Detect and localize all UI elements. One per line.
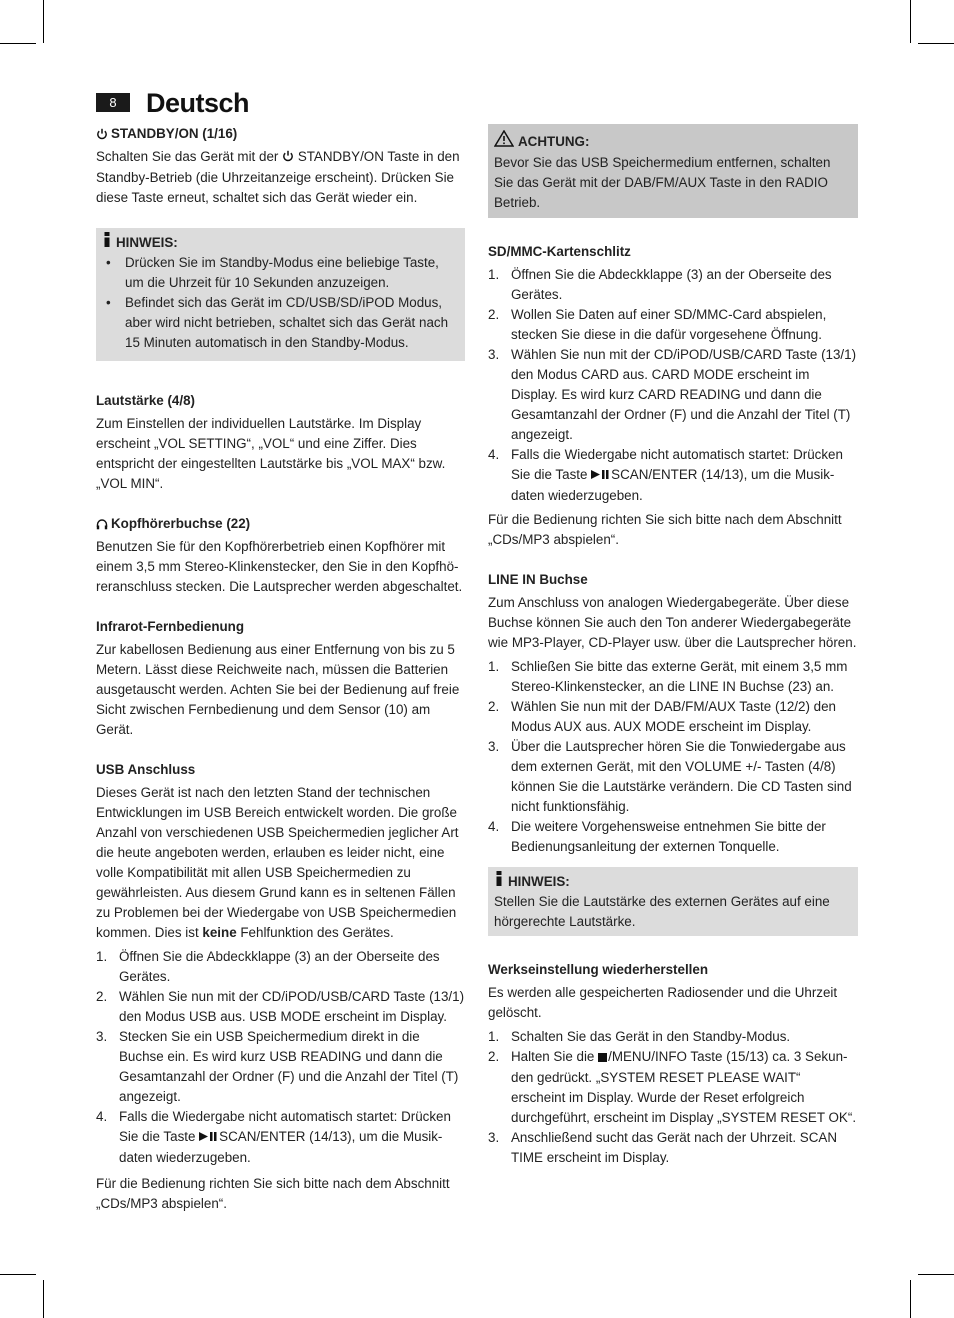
hinweis-list <box>102 253 459 353</box>
standby-paragraph <box>96 147 465 208</box>
crop-mark <box>910 1280 911 1318</box>
achtung-heading <box>494 130 852 153</box>
list-item <box>488 817 858 857</box>
standby-text-b: STANDBY/ON Taste in den Standby-Betrieb (die Uhrzeitanzeige erscheint). Drücken Sie diese Taste erneut, schaltet sich das Gerät wieder ein. <box>96 149 460 205</box>
step-number: 2. <box>488 699 500 714</box>
hinweis-heading <box>102 232 459 253</box>
crop-mark <box>0 1274 36 1275</box>
crop-mark <box>910 0 911 43</box>
hinweis-heading <box>494 871 852 892</box>
list-item <box>96 1027 465 1107</box>
step-number: 4. <box>488 819 500 834</box>
step-number: 4. <box>488 447 500 462</box>
step-number: 3. <box>488 739 500 754</box>
step-number: 2. <box>488 307 500 322</box>
hinweis-heading-text: HINWEIS: <box>116 234 178 250</box>
step-text: SCAN/ENTER (14/13), um die Musik-daten wiederzugeben. <box>119 1129 443 1165</box>
list-item <box>488 265 858 305</box>
step-text: Wählen Sie nun mit der CD/iPOD/USB/CARD Taste (13/1) den Modus USB aus. USB MODE erscheint im Display. <box>119 989 465 1024</box>
crop-mark <box>918 1274 954 1275</box>
headphones-icon <box>96 518 108 530</box>
list-item <box>96 1107 465 1168</box>
hinweis-text: Stellen Sie die Lautstärke des externen Gerätes auf eine hörgerechte Lautstärke. <box>494 894 830 929</box>
stop-icon <box>598 1048 608 1068</box>
usb-heading: USB Anschluss <box>96 762 196 777</box>
sd-footer: Für die Bedienung richten Sie sich bitte nach dem Abschnitt „CDs/MP3 abspielen“. <box>488 512 842 547</box>
info-icon <box>494 871 504 892</box>
list-item <box>488 445 858 506</box>
step-number: 1. <box>488 659 500 674</box>
step-text: Anschließend sucht das Gerät nach der Uhrzeit. SCAN TIME erscheint im Display. <box>511 1130 837 1165</box>
volume-paragraph: Zum Einstellen der individuellen Lautstärke. Im Display erscheint „VOL SETTING“, „VOL“ und eine Ziffer. Dies entspricht der eingestellten Lautstärke bis „VOL MAX“ bzw. „VOL MIN“. <box>96 416 446 491</box>
step-text: Falls die Wiedergabe nicht automatisch startet: Drücken Sie die Taste <box>511 447 843 482</box>
list-item <box>488 345 858 445</box>
standby-heading-text: STANDBY/ON (1/16) <box>111 126 238 141</box>
hinweis-box <box>96 228 465 361</box>
list-item <box>488 737 858 817</box>
crop-mark <box>0 43 36 44</box>
usb-text-bold: keine <box>202 925 237 940</box>
volume-heading: Lautstärke (4/8) <box>96 393 195 408</box>
list-item: • Drücken Sie im Standby-Modus eine beliebige Taste, um die Uhrzeit für 10 Sekunden anzuzeigen. <box>102 253 459 293</box>
list-item <box>96 987 465 1027</box>
step-text: SCAN/ENTER (14/13), um die Musik-daten wiederzugeben. <box>511 467 835 503</box>
step-number: 3. <box>96 1029 108 1044</box>
usb-paragraph <box>96 783 465 943</box>
warning-icon <box>494 130 514 153</box>
achtung-box <box>488 124 858 218</box>
crop-mark <box>43 1280 44 1318</box>
list-item <box>488 1128 858 1168</box>
step-number: 3. <box>488 347 500 362</box>
hinweis-box <box>488 867 858 936</box>
achtung-text: Bevor Sie das USB Speichermedium entfernen, schalten Sie das Gerät mit der DAB/FM/AUX Taste in den RADIO Betrieb. <box>494 155 831 210</box>
usb-footer: Für die Bedienung richten Sie sich bitte nach dem Abschnitt „CDs/MP3 abspielen“. <box>96 1176 450 1211</box>
step-number: 1. <box>96 949 108 964</box>
step-number: 3. <box>488 1130 500 1145</box>
step-text: Öffnen Sie die Abdeckklappe (3) an der Oberseite des Gerätes. <box>511 267 832 302</box>
crop-mark <box>918 43 954 44</box>
step-text: Schalten Sie das Gerät in den Standby-Modus. <box>511 1029 791 1044</box>
step-text: Wählen Sie nun mit der DAB/FM/AUX Taste (12/2) den Modus AUX aus. AUX MODE erscheint im Display. <box>511 699 836 734</box>
headphones-heading <box>96 514 465 534</box>
sd-steps <box>488 265 858 506</box>
play-pause-icon <box>591 466 611 486</box>
page-number: 8 <box>96 93 130 112</box>
step-text: Wählen Sie nun mit der CD/iPOD/USB/CARD Taste (13/1) den Modus CARD aus. CARD MODE erscheint im Display. Es wird kurz CARD READING und dann die Gesamtanzahl der Ordner (F) und die Anzahl der Titel (T) angezeigt. <box>511 347 857 442</box>
power-icon <box>282 148 294 168</box>
reset-heading: Werkseinstellung wiederherstellen <box>488 962 709 977</box>
reset-paragraph: Es werden alle gespeicherten Radiosender und die Uhrzeit gelöscht. <box>488 985 838 1020</box>
page-title: Deutsch <box>146 88 250 118</box>
step-text: Wollen Sie Daten auf einer SD/MMC-Card abspielen, stecken Sie diese in die dafür vorgesehene Öffnung. <box>511 307 827 342</box>
list-item <box>488 1027 858 1047</box>
linein-paragraph: Zum Anschluss von analogen Wiedergabegeräte. Über diese Buchse können Sie auch den Ton anderer Wiedergabegeräte wie MP3-Player, CD-Player usw. über die Lautsprecher hören. <box>488 595 857 650</box>
sd-heading: SD/MMC-Kartenschlitz <box>488 244 631 259</box>
usb-text-b: Fehlfunktion des Gerätes. <box>236 925 394 940</box>
crop-mark <box>43 0 44 43</box>
right-column <box>488 124 858 1174</box>
step-number: 2. <box>96 989 108 1004</box>
step-text: Stecken Sie ein USB Speichermedium direkt in die Buchse ein. Es wird kurz USB READING und dann die Gesamtanzahl der Ordner (F) und die Anzahl der Titel (T) angezeigt. <box>119 1029 459 1104</box>
list-item <box>488 305 858 345</box>
left-column <box>96 124 465 1234</box>
list-item <box>488 1047 858 1128</box>
list-item <box>488 657 858 697</box>
step-text: Die weitere Vorgehensweise entnehmen Sie bitte der Bedienungsanleitung der externen Tonquelle. <box>511 819 826 854</box>
linein-steps <box>488 657 858 857</box>
step-text: /MENU/INFO Taste (15/13) ca. 3 Sekun-den gedrückt. „SYSTEM RESET PLEASE WAIT“ erscheint im Display. Wurde der Reset erfolgreich durchgeführt, erscheint im Display „SYSTEM RESET OK“. <box>511 1049 857 1125</box>
usb-text-a: Dieses Gerät ist nach den letzten Stand der technischen Entwicklungen im USB Bereich entwickelt worden. Die große Anzahl von verschiedenen USB Speichermedien jeglicher Art die heute angeboten werden, erlauben es leider nicht, eine volle Kompatibilität mit allen USB Speichermedien zu gewährleisten. Aus diesem Grund kann es in seltenen Fällen zu Problemen bei der Wiedergabe von USB Speichermedien kommen. Dies ist <box>96 785 459 940</box>
step-text: Halten Sie die <box>511 1049 599 1064</box>
step-text: Über die Lautsprecher hören Sie die Tonwiedergabe aus dem externen Gerät, mit den VOLUME +/- Tasten (4/8) können Sie die Lautstärke verändern. Die CD Tasten sind nicht funktionsfähig. <box>511 739 852 814</box>
usb-steps <box>96 947 465 1168</box>
remote-paragraph: Zur kabellosen Bedienung aus einer Entfernung von bis zu 5 Metern. Lässt diese Reichweite nach, müssen die Batterien ausgetauscht werden. Achten Sie bei der Bedienung auf freie Sicht zwischen Fernbedienung und dem Sensor (10) am Gerät. <box>96 642 460 737</box>
info-icon <box>102 232 112 253</box>
step-number: 2. <box>488 1049 500 1064</box>
list-item <box>488 697 858 737</box>
hinweis-heading-text: HINWEIS: <box>508 873 570 889</box>
list-item: • Befindet sich das Gerät im CD/USB/SD/iPOD Modus, aber wird nicht betrieben, schaltet sich das Gerät nach 15 Minuten automatisch in den Standby-Modus. <box>102 293 459 353</box>
standby-heading <box>96 124 465 144</box>
headphones-paragraph: Benutzen Sie für den Kopfhörerbetrieb einen Kopfhörer mit einem 3,5 mm Stereo-Klinkenstecker, den Sie in den Kopfhö-reranschluss stecken. Die Lautsprecher werden abgeschaltet. <box>96 539 463 594</box>
play-pause-icon <box>199 1128 219 1148</box>
reset-steps <box>488 1027 858 1168</box>
step-number: 1. <box>488 267 500 282</box>
list-item <box>96 947 465 987</box>
step-text: Falls die Wiedergabe nicht automatisch startet: Drücken Sie die Taste <box>119 1109 451 1144</box>
linein-heading: LINE IN Buchse <box>488 572 588 587</box>
step-text: Öffnen Sie die Abdeckklappe (3) an der Oberseite des Gerätes. <box>119 949 440 984</box>
standby-text-a: Schalten Sie das Gerät mit der <box>96 149 283 164</box>
achtung-heading-text: ACHTUNG: <box>518 133 590 149</box>
step-number: 4. <box>96 1109 108 1124</box>
step-text: Schließen Sie bitte das externe Gerät, mit einem 3,5 mm Stereo-Klinkenstecker, an die LINE IN Buchse (23) an. <box>511 659 848 694</box>
power-icon <box>96 128 108 140</box>
step-number: 1. <box>488 1029 500 1044</box>
remote-heading: Infrarot-Fernbedienung <box>96 619 245 634</box>
headphones-heading-text: Kopfhörerbuchse (22) <box>111 516 251 531</box>
